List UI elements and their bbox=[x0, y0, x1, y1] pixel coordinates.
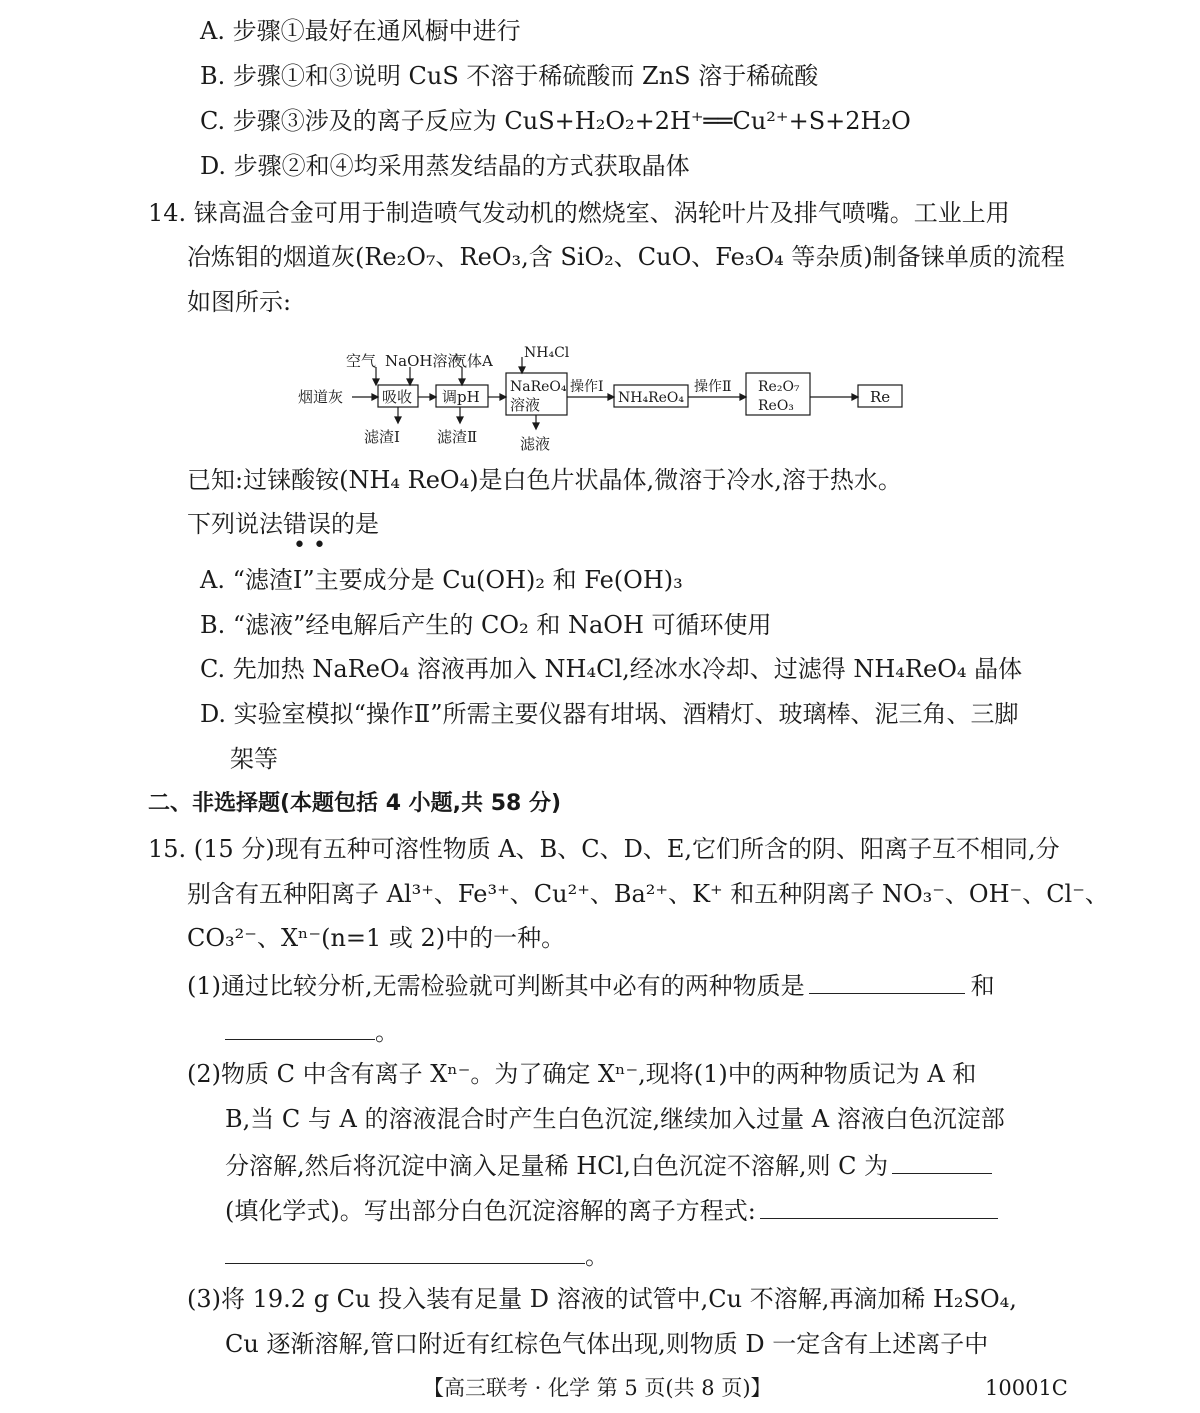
q14-option-b: B. “滤液”经电解后产生的 CO₂ 和 NaOH 可循环使用 bbox=[200, 611, 772, 639]
answer-blank[interactable] bbox=[892, 1147, 992, 1174]
box-nareo4-line1: NaReO₄ bbox=[510, 379, 567, 395]
label-op2: 操作Ⅱ bbox=[694, 379, 732, 395]
q13-option-c: C. 步骤③涉及的离子反应为 CuS+H₂O₂+2H⁺══Cu²⁺+S+2H₂O bbox=[200, 107, 911, 135]
q14-stem-line2: 冶炼钼的烟道灰(Re₂O₇、ReO₃,含 SiO₂、CuO、Fe₃O₄ 等杂质)制备铼单质的流程 bbox=[187, 243, 1065, 271]
label-start: 烟道灰 bbox=[298, 388, 344, 406]
section-heading: 二、非选择题(本题包括 4 小题,共 58 分) bbox=[148, 791, 562, 816]
q15-part1-and: 和 bbox=[970, 972, 995, 1000]
q14-option-a: A. “滤渣Ⅰ”主要成分是 Cu(OH)₂ 和 Fe(OH)₃ bbox=[200, 566, 683, 594]
q14-option-c: C. 先加热 NaReO₄ 溶液再加入 NH₄Cl,经冰水冷却、过滤得 NH₄ReO₄ 晶体 bbox=[200, 655, 1023, 683]
answer-blank[interactable] bbox=[809, 967, 965, 994]
q14-option-d-line1: D. 实验室模拟“操作Ⅱ”所需主要仪器有坩埚、酒精灯、玻璃棒、泥三角、三脚 bbox=[200, 700, 1019, 728]
q14-option-d-line2: 架等 bbox=[230, 745, 278, 773]
box-absorb: 吸收 bbox=[382, 388, 413, 406]
label-residue2: 滤渣Ⅱ bbox=[437, 428, 478, 446]
box-nh4reo4: NH₄ReO₄ bbox=[618, 390, 684, 406]
footer-label: 【高三联考 · 化学 第 5 页(共 8 页)】 bbox=[423, 1376, 772, 1400]
q15-part2-line3 bbox=[225, 1147, 992, 1183]
answer-blank[interactable] bbox=[760, 1192, 998, 1219]
q13-option-a: A. 步骤①最好在通风橱中进行 bbox=[200, 17, 521, 45]
box-nareo4-line2: 溶液 bbox=[510, 396, 541, 414]
label-filtrate: 滤液 bbox=[520, 435, 551, 453]
box-oxide-line2: ReO₃ bbox=[758, 398, 794, 414]
process-flowchart bbox=[280, 335, 920, 460]
q15-part3-line2: Cu 逐渐溶解,管口附近有红棕色气体出现,则物质 D 一定含有上述离子中 bbox=[225, 1330, 989, 1358]
label-op1: 操作Ⅰ bbox=[570, 379, 604, 395]
q15-part1 bbox=[187, 967, 995, 1003]
q15-part1-cont bbox=[225, 1013, 399, 1049]
q15-stem-line1: 15. (15 分)现有五种可溶性物质 A、B、C、D、E,它们所含的阴、阳离子互不相同,分 bbox=[148, 835, 1060, 863]
q15-part2-line3-text: 分溶解,然后将沉淀中滴入足量稀 HCl,白色沉淀不溶解,则 C 为 bbox=[225, 1152, 889, 1180]
q15-stem-line3: CO₃²⁻、Xⁿ⁻(n=1 或 2)中的一种。 bbox=[187, 924, 566, 952]
label-air: 空气 bbox=[346, 352, 377, 370]
emphasis-dots: • • bbox=[293, 533, 326, 558]
label-gas-a: 气体A bbox=[452, 352, 493, 370]
box-oxide-line1: Re₂O₇ bbox=[758, 379, 800, 395]
q14-known: 已知:过铼酸铵(NH₄ ReO₄)是白色片状晶体,微溶于冷水,溶于热水。 bbox=[187, 466, 902, 494]
q13-option-d: D. 步骤②和④均采用蒸发结晶的方式获取晶体 bbox=[200, 152, 690, 180]
box-re: Re bbox=[870, 388, 891, 406]
q14-question: 下列说法错误的是 bbox=[187, 510, 379, 538]
q15-part2-line4 bbox=[225, 1192, 998, 1228]
label-naoh: NaOH溶液 bbox=[385, 352, 463, 370]
footer-code: 10001C bbox=[985, 1376, 1068, 1400]
box-adjust-ph: 调pH bbox=[442, 388, 480, 406]
label-nh4cl: NH₄Cl bbox=[524, 345, 570, 361]
q15-part2-line1: (2)物质 C 中含有离子 Xⁿ⁻。为了确定 Xⁿ⁻,现将(1)中的两种物质记为 A 和 bbox=[187, 1060, 977, 1088]
q13-option-b: B. 步骤①和③说明 CuS 不溶于稀硫酸而 ZnS 溶于稀硫酸 bbox=[200, 62, 819, 90]
q14-stem-line3: 如图所示: bbox=[187, 288, 292, 316]
q15-part1-text: (1)通过比较分析,无需检验就可判断其中必有的两种物质是 bbox=[187, 972, 805, 1000]
q15-part1-end: 。 bbox=[375, 1018, 399, 1046]
q15-part2-end: 。 bbox=[585, 1242, 609, 1270]
q15-part2-line5 bbox=[225, 1237, 609, 1273]
q15-part2-line2: B,当 C 与 A 的溶液混合时产生白色沉淀,继续加入过量 A 溶液白色沉淀部 bbox=[225, 1105, 1005, 1133]
answer-blank[interactable] bbox=[225, 1237, 585, 1264]
q14-stem-line1: 14. 铼高温合金可用于制造喷气发动机的燃烧室、涡轮叶片及排气喷嘴。工业上用 bbox=[148, 199, 1010, 227]
label-residue1: 滤渣Ⅰ bbox=[364, 428, 400, 446]
q15-part3-line1: (3)将 19.2 g Cu 投入装有足量 D 溶液的试管中,Cu 不溶解,再滴加稀 H₂SO₄, bbox=[187, 1285, 1017, 1313]
answer-blank[interactable] bbox=[225, 1013, 375, 1040]
q15-part2-line4-text: (填化学式)。写出部分白色沉淀溶解的离子方程式: bbox=[225, 1197, 756, 1225]
q15-stem-line2: 别含有五种阳离子 Al³⁺、Fe³⁺、Cu²⁺、Ba²⁺、K⁺ 和五种阴离子 NO₃⁻、OH⁻、Cl⁻、 bbox=[187, 880, 1109, 908]
